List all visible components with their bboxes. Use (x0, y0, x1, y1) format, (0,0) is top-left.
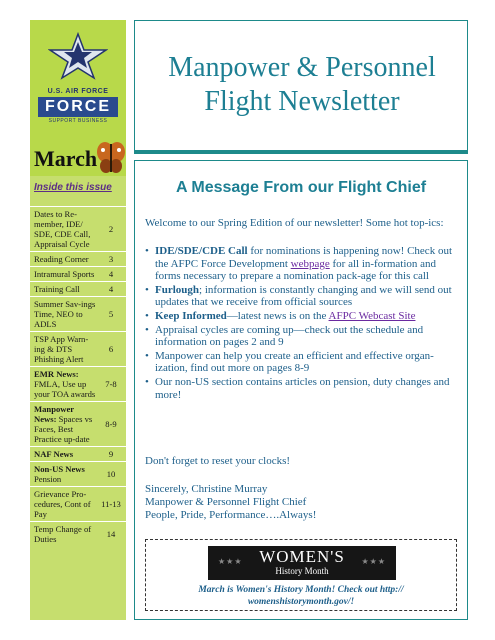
toc-item[interactable] (30, 281, 126, 296)
toc-item-section: NAF News (34, 449, 74, 459)
toc-item-subtitle: Pension (34, 474, 62, 484)
toc-item-title: Intramural Sports (34, 269, 95, 279)
bullet-strong: Keep Informed (155, 309, 227, 322)
toc-item-section: EMR News: (34, 369, 79, 379)
newsletter-title-line-1: Manpower & Personnel (168, 52, 436, 83)
newsletter-title-line-2: Flight Newsletter (204, 86, 400, 117)
bullet-strong: Furlough (155, 283, 200, 296)
toc-item-title: Training Call (34, 284, 80, 294)
toc-item-subtitle: FMLA, Use up your TOA awards (34, 379, 96, 399)
sign-off-line-1: Sincerely, Christine Murray (145, 483, 268, 495)
air-force-emblem-icon (48, 30, 108, 82)
webpage-link[interactable]: webpage (290, 257, 330, 270)
bullet-furlough (145, 284, 459, 309)
toc-item-page: 2 (108, 224, 114, 234)
banner-big-text: WOMEN'S (259, 547, 345, 566)
bullet-manpower: • Manpower can help you create an efficient and effective organ-ization, find out more on pages 8-9 (145, 350, 459, 375)
bullet-text: for nominations is happening now! Check out the AFPC Force Development (155, 245, 452, 270)
toc-item-page: 9 (108, 449, 114, 459)
star-icon: ★★★ (218, 557, 243, 566)
toc-item-page: 4 (108, 284, 114, 294)
toc-item-page: 6 (108, 344, 114, 354)
toc-item-title: Summer Sav-ings Time, NEO to ADLS (34, 299, 96, 329)
bullet-text: for all in-formation and forms necessary to prepare a nomination pack-age for this call (155, 257, 437, 283)
toc-item-page: 8-9 (105, 419, 117, 429)
womens-history-month-caption (150, 584, 452, 608)
toc-list (30, 206, 126, 546)
toc-item-section: Manpower News: (34, 404, 74, 424)
butterfly-icon (96, 138, 126, 176)
toc-item-title (34, 404, 96, 444)
toc-item-title (34, 369, 96, 399)
womens-history-month-banner (208, 546, 396, 580)
toc-item[interactable] (30, 266, 126, 281)
afpc-webcast-link[interactable]: AFPC Webcast Site (328, 309, 416, 322)
message-bullet-list (145, 245, 459, 402)
toc-item[interactable] (30, 461, 126, 486)
sidebar (30, 20, 126, 620)
newsletter-title-box (134, 20, 468, 154)
toc-item-title: Reading Corner (34, 254, 89, 264)
bullet-text: —latest news is on the (226, 309, 329, 322)
toc-item[interactable] (30, 401, 126, 446)
toc-item-page: 3 (108, 254, 114, 264)
toc-item-title: TSP App Warn-ing & DTS Phishing Alert (34, 334, 89, 364)
clocks-reminder: Don't forget to reset your clocks! (145, 455, 291, 467)
banner-small-text: History Month (275, 566, 329, 576)
toc-item-title (34, 449, 96, 459)
message-intro: Welcome to our Spring Edition of our newsletter! Some hot top-ics: (145, 217, 444, 229)
caption-line-2: womenshistorymonth.gov/! (247, 597, 355, 607)
sign-off-line-2: Manpower & Personnel Flight Chief (145, 496, 307, 508)
caption-line-1: March is Women's History Month! Check out http:// (198, 585, 404, 595)
toc-item[interactable] (30, 446, 126, 461)
sign-off (145, 483, 459, 522)
toc-item[interactable] (30, 206, 126, 251)
toc-item-title: Grievance Pro-cedures, Cont of Pay (34, 489, 91, 519)
bullet-text: ; information is constantly changing and we will send out updates that we receive from official sources (155, 283, 452, 309)
newsletter-title (135, 51, 469, 119)
toc-item-subtitle: Spaces vs Faces, Best Practice up-date (34, 414, 93, 444)
bullet-ide-sde-cde (145, 245, 459, 283)
month-label: March (34, 146, 98, 171)
womens-history-month-box (145, 539, 457, 611)
org-line-3: SUPPORT BUSINESS (48, 118, 108, 124)
logo-block (30, 20, 126, 176)
toc-item[interactable] (30, 331, 126, 366)
toc-item[interactable] (30, 296, 126, 331)
table-of-contents (30, 176, 126, 620)
bullet-strong: IDE/SDE/CDE Call (155, 245, 248, 257)
bullet-non-us: • Our non-US section contains articles on pension, duty changes and more! (145, 376, 459, 401)
toc-item-page: 4 (108, 269, 114, 279)
toc-item-page: 11-13 (101, 499, 121, 509)
toc-item-title (34, 464, 96, 484)
toc-heading: Inside this issue (34, 182, 112, 193)
message-heading: A Message From our Flight Chief (175, 179, 427, 196)
toc-item-title: Temp Change of Duties (34, 524, 92, 544)
bullet-keep-informed (145, 310, 459, 323)
sign-off-line-3: People, Pride, Performance….Always! (145, 509, 317, 521)
toc-item-page: 7-8 (105, 379, 117, 389)
toc-item[interactable] (30, 251, 126, 266)
toc-item[interactable] (30, 521, 126, 546)
org-line-1: U.S. AIR FORCE (47, 88, 109, 95)
star-icon: ★★★ (361, 557, 386, 566)
toc-item[interactable] (30, 486, 126, 521)
toc-item-section: Non-US News (34, 464, 85, 474)
toc-item-page: 5 (108, 309, 114, 319)
toc-item[interactable] (30, 366, 126, 401)
org-line-2: FORCE (38, 97, 118, 117)
bullet-appraisal: • Appraisal cycles are coming up—check out the schedule and information on pages 2 and 9 (145, 324, 459, 349)
toc-item-page: 10 (106, 469, 116, 479)
flight-chief-message (134, 160, 468, 620)
toc-item-title: Dates to Re-member, IDE/ SDE, CDE Call, Appraisal Cycle (34, 209, 91, 249)
toc-item-page: 14 (106, 529, 116, 539)
